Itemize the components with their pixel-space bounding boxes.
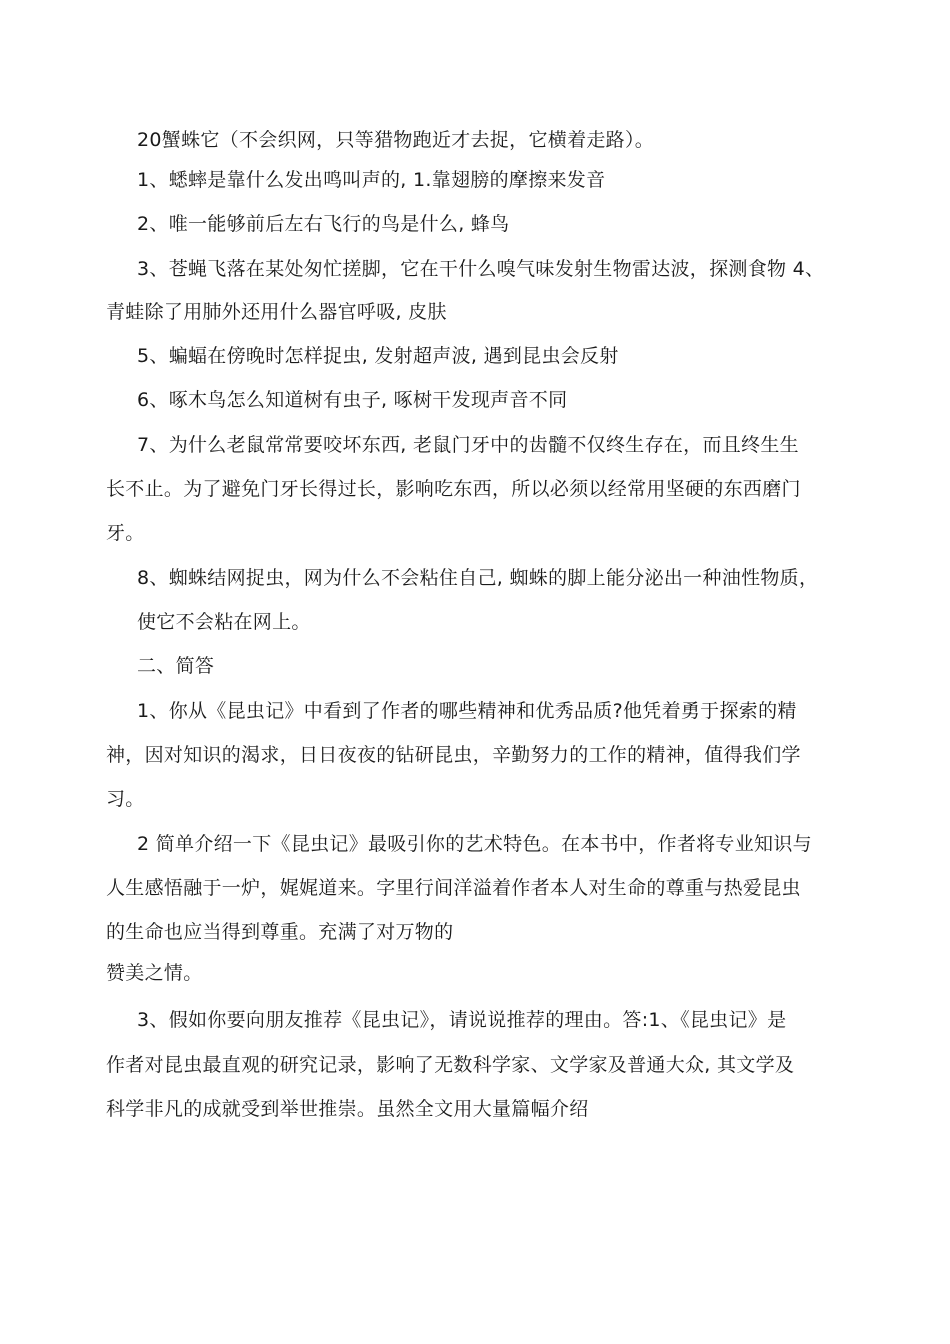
- text-line: 使它不会粘在网上。: [137, 611, 311, 633]
- text-line: 6、啄木鸟怎么知道树有虫子, 啄树干发现声音不同: [137, 389, 568, 411]
- text-line: 1、蟋蟀是靠什么发出鸣叫声的, 1.靠翅膀的摩擦来发音: [137, 169, 606, 191]
- text-line: 8、蜘蛛结网捉虫，网为什么不会粘住自己, 蜘蛛的脚上能分泌出一种油性物质，: [137, 567, 819, 589]
- text-line: 长不止。为了避免门牙长得过长，影响吃东西，所以必须以经常用坚硬的东西磨门: [106, 478, 801, 500]
- text-line: 科学非凡的成就受到举世推崇。虽然全文用大量篇幅介绍: [106, 1098, 589, 1120]
- text-line: 人生感悟融于一炉，娓娓道来。字里行间洋溢着作者本人对生命的尊重与热爱昆虫: [106, 877, 801, 899]
- text-line: 赞美之情。: [106, 962, 203, 984]
- text-line: 作者对昆虫最直观的研究记录，影响了无数科学家、文学家及普通大众, 其文学及: [106, 1054, 795, 1076]
- text-line: 20蟹蛛它（不会织网，只等猎物跑近才去捉，它横着走路）。: [137, 129, 655, 151]
- text-line: 5、蝙蝠在傍晚时怎样捉虫, 发射超声波, 遇到昆虫会反射: [137, 345, 619, 367]
- text-line: 2、唯一能够前后左右飞行的鸟是什么, 蜂鸟: [137, 213, 510, 235]
- text-line: 2 简单介绍一下《昆虫记》最吸引你的艺术特色。在本书中，作者将专业知识与: [137, 833, 812, 855]
- text-line: 神，因对知识的渴求，日日夜夜的钻研昆虫，辛勤努力的工作的精神，值得我们学: [106, 744, 801, 766]
- text-line: 习。: [106, 788, 145, 810]
- text-line: 1、你从《昆虫记》中看到了作者的哪些精神和优秀品质?他凭着勇于探索的精: [137, 700, 797, 722]
- text-line: 牙。: [106, 522, 145, 544]
- section-heading: 二、简答: [137, 655, 215, 677]
- text-line: 青蛙除了用肺外还用什么器官呼吸, 皮肤: [106, 301, 447, 323]
- text-line: 7、为什么老鼠常常要咬坏东西, 老鼠门牙中的齿髓不仅终生存在，而且终生生: [137, 434, 799, 456]
- text-line: 的生命也应当得到尊重。充满了对万物的: [106, 921, 454, 943]
- text-line: 3、假如你要向朋友推荐《昆虫记》，请说说推荐的理由。答:1、《昆虫记》是: [137, 1009, 787, 1031]
- text-line: 3、苍蝇飞落在某处匆忙搓脚，它在干什么嗅气味发射生物雷达波，探测食物 4、: [137, 258, 825, 280]
